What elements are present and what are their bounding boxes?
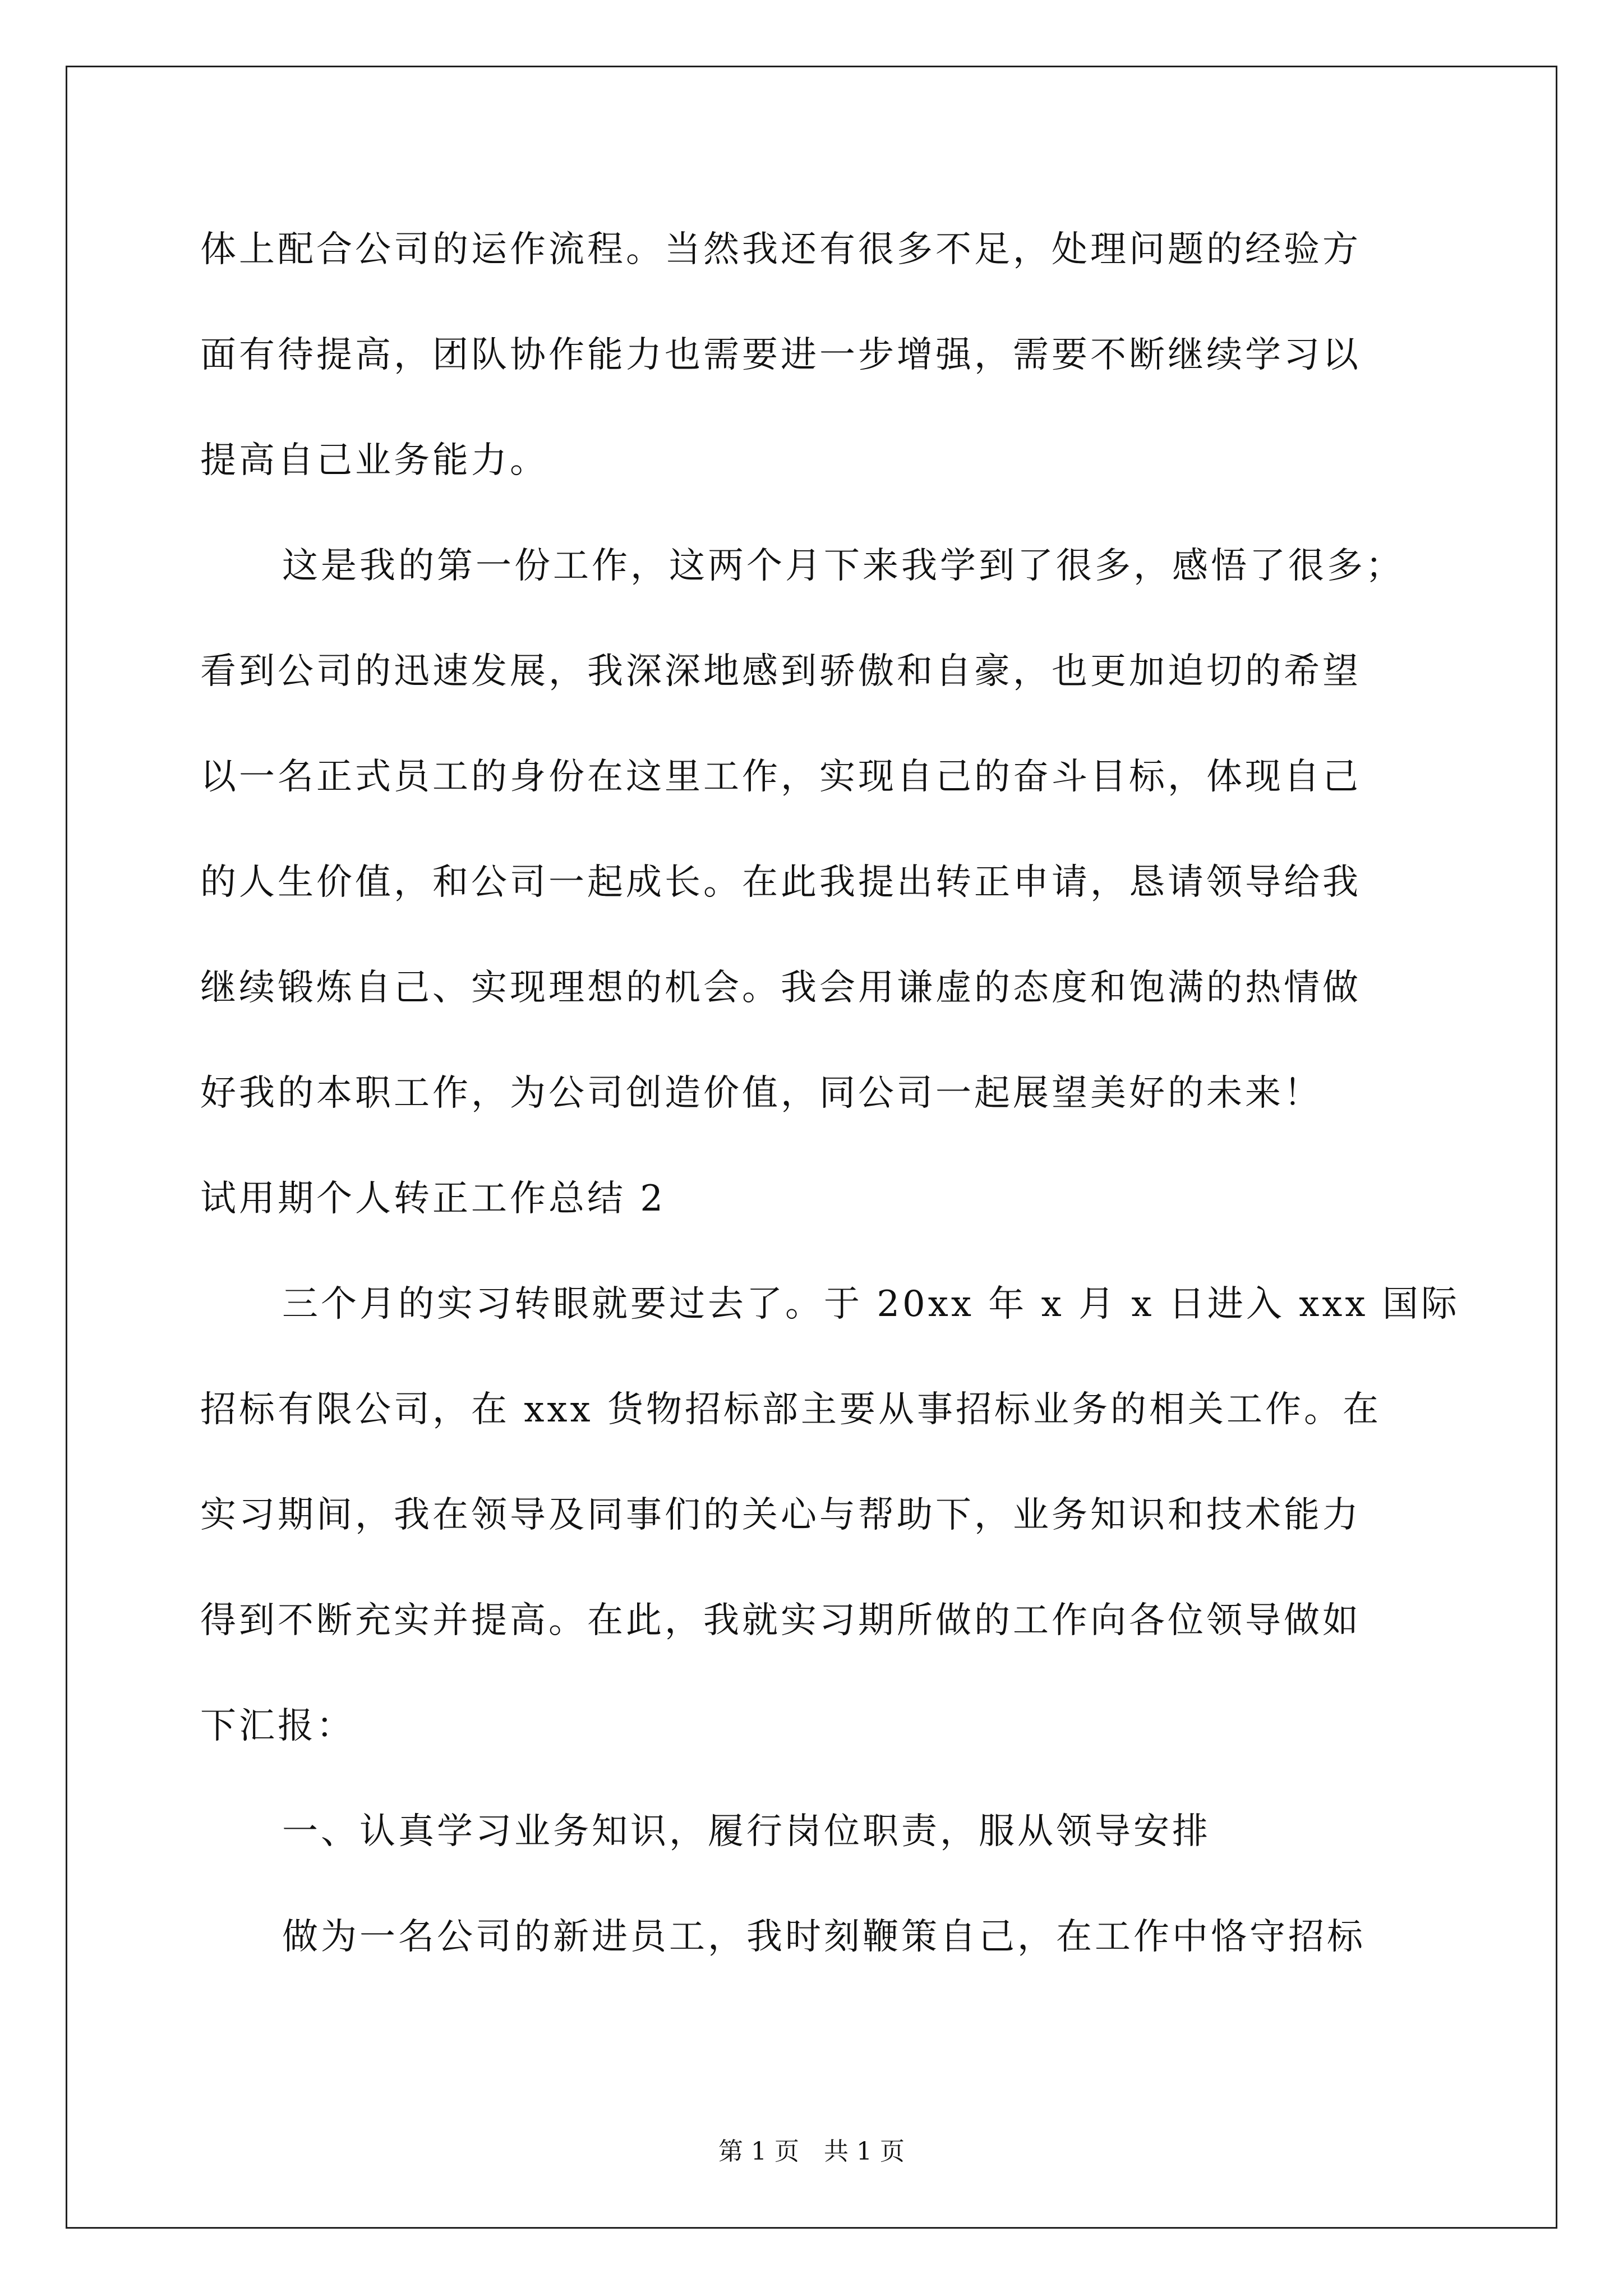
section-heading: 试用期个人转正工作总结 2 bbox=[200, 1178, 666, 1220]
paragraph-line: 提高自己业务能力。 bbox=[200, 440, 548, 481]
paragraph-line: 面有待提高，团队协作能力也需要进一步增强，需要不断继续学习以 bbox=[200, 334, 1361, 376]
paragraph-line: 下汇报： bbox=[200, 1705, 355, 1747]
paragraph-line: 招标有限公司，在 xxx 货物招标部主要从事招标业务的相关工作。在 bbox=[200, 1389, 1381, 1430]
paragraph-line: 继续锻炼自己、实现理想的机会。我会用谦虚的态度和饱满的热情做 bbox=[200, 967, 1361, 1009]
paragraph-line: 这是我的第一份工作，这两个月下来我学到了很多，感悟了很多； bbox=[282, 545, 1404, 587]
paragraph-line: 做为一名公司的新进员工，我时刻鞭策自己，在工作中恪守招标 bbox=[282, 1916, 1366, 1958]
paragraph-line: 实习期间，我在领导及同事们的关心与帮助下，业务知识和技术能力 bbox=[200, 1494, 1361, 1536]
paragraph-line: 三个月的实习转眼就要过去了。于 20xx 年 x 月 x 日进入 xxx 国际 bbox=[282, 1283, 1460, 1325]
paragraph-line: 以一名正式员工的身份在这里工作，实现自己的奋斗目标，体现自己 bbox=[200, 756, 1361, 798]
subheading-line: 一、认真学习业务知识，履行岗位职责，服从领导安排 bbox=[282, 1811, 1211, 1852]
paragraph-line: 的人生价值，和公司一起成长。在此我提出转正申请，恳请领导给我 bbox=[200, 862, 1361, 903]
page-border bbox=[66, 66, 1557, 2229]
paragraph-line: 体上配合公司的运作流程。当然我还有很多不足，处理问题的经验方 bbox=[200, 229, 1361, 270]
page-footer: 第 1 页 共 1 页 bbox=[718, 2137, 905, 2166]
paragraph-line: 好我的本职工作，为公司创造价值，同公司一起展望美好的未来！ bbox=[200, 1073, 1322, 1114]
paragraph-line: 得到不断充实并提高。在此，我就实习期所做的工作向各位领导做如 bbox=[200, 1600, 1361, 1641]
paragraph-line: 看到公司的迅速发展，我深深地感到骄傲和自豪，也更加迫切的希望 bbox=[200, 651, 1361, 692]
